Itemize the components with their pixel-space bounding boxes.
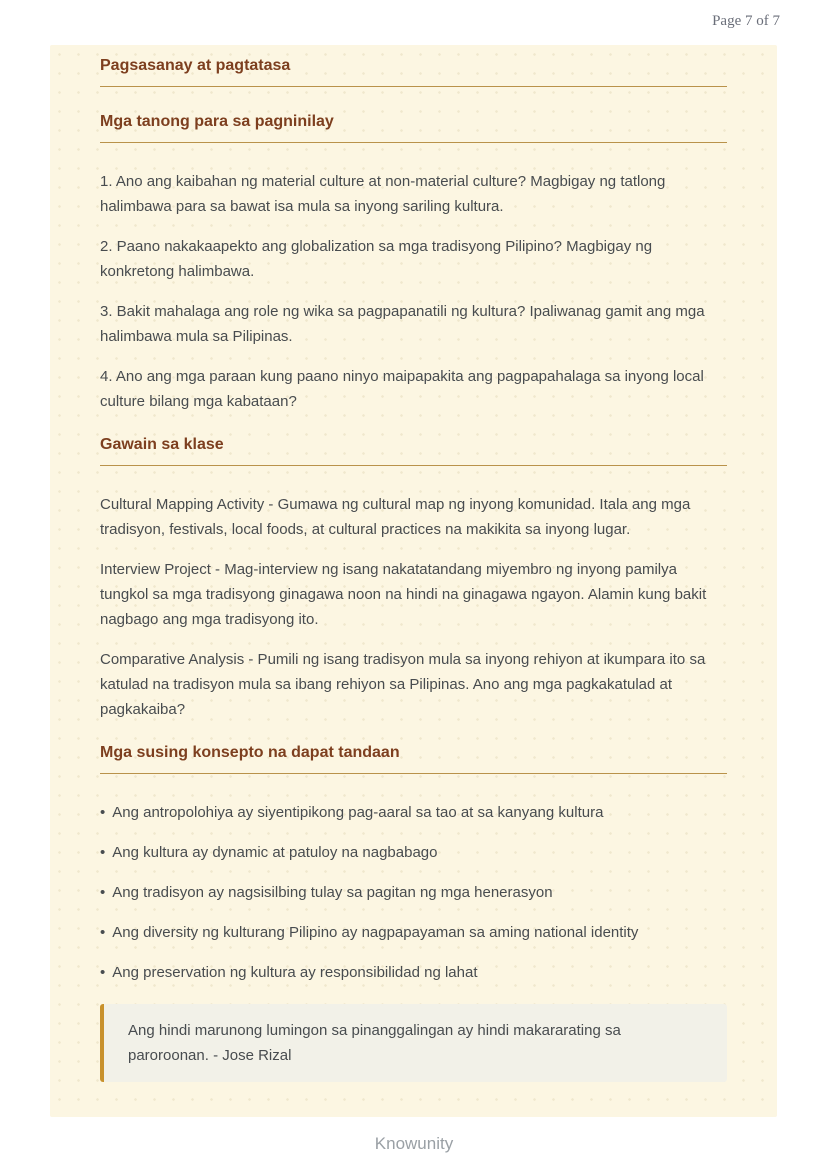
key-concept-text: Ang kultura ay dynamic at patuloy na nagbabago — [112, 844, 438, 861]
bullet-icon: • — [100, 804, 106, 821]
key-concept-item — [100, 960, 727, 985]
quote-block — [100, 1004, 727, 1082]
question-paragraph: 3. Bakit mahalaga ang role ng wika sa pagpapanatili ng kultura? Ipaliwanag gamit ang mga halimbawa mula sa Pilipinas. — [100, 303, 705, 345]
bullet-icon: • — [100, 964, 106, 981]
section-title-key-concepts: Mga susing konsepto na dapat tandaan — [100, 744, 400, 761]
section-divider — [100, 773, 727, 774]
document-card — [50, 45, 777, 1117]
key-concepts-list — [100, 800, 727, 985]
key-concept-text: Ang tradisyon ay nagsisilbing tulay sa pagitan ng mga henerasyon — [112, 884, 553, 901]
footer-brand: Knowunity — [374, 1134, 454, 1153]
question-paragraph: 2. Paano nakakaapekto ang globalization sa mga tradisyong Pilipino? Magbigay ng konkretong halimbawa. — [100, 238, 653, 280]
section-title-practice: Pagsasanay at pagtatasa — [100, 57, 291, 74]
section-divider — [100, 465, 727, 466]
section-divider — [100, 142, 727, 143]
key-concept-text: Ang preservation ng kultura ay responsibilidad ng lahat — [112, 964, 478, 981]
key-concept-text: Ang diversity ng kulturang Pilipino ay nagpapayaman sa aming national identity — [112, 924, 639, 941]
section-title-reflection: Mga tanong para sa pagninilay — [100, 113, 334, 130]
bullet-icon: • — [100, 884, 106, 901]
activity-paragraph: Interview Project - Mag-interview ng isang nakatatandang miyembro ng inyong pamilya tungkol sa mga tradisyong ginagawa noon na hindi na ginagawa ngayon. Alamin kung bakit nagbago ang mga tradisyong ito. — [100, 561, 707, 628]
page-indicator: Page 7 of 7 — [712, 13, 780, 29]
page-footer — [0, 1134, 828, 1154]
classwork-activities — [100, 492, 727, 722]
reflection-questions — [100, 169, 727, 414]
section-title-classwork: Gawain sa klase — [100, 436, 224, 453]
question-paragraph: 4. Ano ang mga paraan kung paano ninyo maipapakita ang pagpapahalaga sa inyong local culture bilang mga kabataan? — [100, 368, 704, 410]
bullet-icon: • — [100, 924, 106, 941]
key-concept-item — [100, 800, 727, 825]
key-concept-item — [100, 840, 727, 865]
quote-text: Ang hindi marunong lumingon sa pinanggalingan ay hindi makararating sa paroroonan. - Jose Rizal — [128, 1022, 621, 1064]
key-concept-text: Ang antropolohiya ay siyentipikong pag-aaral sa tao at sa kanyang kultura — [112, 804, 604, 821]
activity-paragraph: Cultural Mapping Activity - Gumawa ng cultural map ng inyong komunidad. Itala ang mga tradisyon, festivals, local foods, at cultural practices na makikita sa inyong lugar. — [100, 496, 691, 538]
key-concept-item — [100, 880, 727, 905]
question-paragraph: 1. Ano ang kaibahan ng material culture at non-material culture? Magbigay ng tatlong halimbawa para sa bawat isa mula sa inyong sariling kultura. — [100, 173, 666, 215]
section-divider — [100, 86, 727, 87]
key-concept-item — [100, 920, 727, 945]
bullet-icon: • — [100, 844, 106, 861]
activity-paragraph: Comparative Analysis - Pumili ng isang tradisyon mula sa inyong rehiyon at ikumpara ito sa katulad na tradisyon mula sa ibang rehiyon sa Pilipinas. Ano ang mga pagkakatulad at pagkakaiba? — [100, 651, 706, 718]
